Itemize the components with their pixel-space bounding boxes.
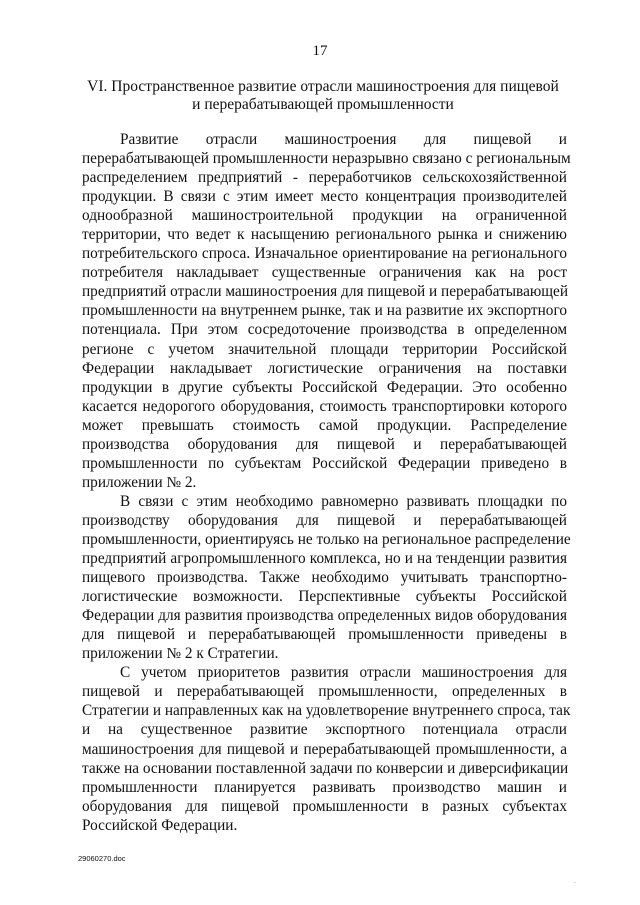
paragraph-line: Федерации для развития производства определенных видов оборудования <box>82 607 567 625</box>
paragraph <box>82 130 571 492</box>
paragraph-line: приложении № 2. <box>82 473 197 491</box>
paragraph <box>82 492 571 663</box>
body-text <box>82 130 571 835</box>
paragraph-line: перерабатывающей промышленности неразрывно связано с региональным <box>82 150 571 168</box>
paragraph-line: Федерации накладывает логистические ограничения на поставки <box>82 359 567 377</box>
paragraph-line: производству оборудования для пищевой и перерабатывающей <box>82 511 567 529</box>
paragraph-line: промышленности планируется развивать производство машин и <box>82 778 567 796</box>
paragraph-line: В связи с этим необходимо равномерно развивать площадки по <box>120 492 567 510</box>
paragraph-line: С учетом приоритетов развития отрасли машиностроения для <box>120 664 567 682</box>
paragraph-line: оборудования для пищевой промышленности в разных субъектах <box>82 797 567 815</box>
paragraph-line: промышленности, ориентируясь не только на региональное распределение <box>82 530 571 548</box>
paragraph-line: логистические возможности. Перспективные субъекты Российской <box>82 588 567 606</box>
paragraph-line: предприятий отрасли машиностроения для пищевой и перерабатывающей <box>82 283 569 301</box>
paragraph-line: промышленности по субъектам Российской Федерации приведено в <box>82 454 567 472</box>
paragraph-line: распределением предприятий - переработчиков сельскохозяйственной <box>82 169 567 187</box>
paragraph-line: пищевого производства. Также необходимо учитывать транспортно- <box>82 569 567 587</box>
document-code: 29060270.doc <box>78 854 126 863</box>
paragraph-line: Российской Федерации. <box>82 816 238 834</box>
paragraph-line: продукции в другие субъекты Российской Федерации. Это особенно <box>82 378 567 396</box>
paragraph-line: промышленности на внутреннем рынке, так и на развитие их экспортного <box>82 302 567 320</box>
paragraph-line: территории, что ведет к насыщению регионального рынка и снижению <box>82 226 567 244</box>
paragraph-line: пищевой и перерабатывающей промышленности, определенных в <box>82 683 567 701</box>
section-heading-line: VI. Пространственное развитие отрасли машиностроения для пищевой <box>87 78 559 95</box>
paragraph-line: продукции. В связи с этим имеет место концентрация производителей <box>82 188 567 206</box>
paragraph-line: однообразной машиностроительной продукции на ограниченной <box>82 207 567 225</box>
paragraph-line: потенциала. При этом сосредоточение производства в определенном <box>82 321 567 339</box>
paragraph-line: может превышать стоимость самой продукции. Распределение <box>82 416 567 434</box>
section-heading-line: и перерабатывающей промышленности <box>192 95 454 113</box>
paragraph-line: производства оборудования для пищевой и перерабатывающей <box>82 435 567 453</box>
paragraph-line: Развитие отрасли машиностроения для пищевой и <box>120 131 567 148</box>
paragraph-line: Стратегии и направленных как на удовлетворение внутреннего спроса, так <box>82 702 571 720</box>
paragraph-line: машиностроения для пищевой и перерабатывающей промышленности, а <box>82 740 567 758</box>
paragraph-line: потребительского спроса. Изначальное ориентирование на регионального <box>82 245 567 263</box>
paragraph-line: предприятий агропромышленного комплекса, но и на тенденции развития <box>82 550 567 568</box>
paragraph-line: касается недорогого оборудования, стоимость транспортировки которого <box>82 397 567 415</box>
corner-mark: . <box>574 877 576 885</box>
paragraph-line: приложении № 2 к Стратегии. <box>82 645 279 663</box>
paragraph-line: и на существенное развитие экспортного потенциала отрасли <box>82 721 567 739</box>
paragraph <box>82 663 571 834</box>
paragraph-line: регионе с учетом значительной площади территории Российской <box>82 340 567 358</box>
paragraph-line: потребителя накладывает существенные ограничения как на рост <box>82 264 567 282</box>
page-number: 17 <box>312 43 328 59</box>
paragraph-line: также на основании поставленной задачи по конверсии и диверсификации <box>82 759 569 777</box>
paragraph-line: для пищевой и перерабатывающей промышленности приведены в <box>82 626 567 644</box>
section-heading <box>82 78 564 113</box>
